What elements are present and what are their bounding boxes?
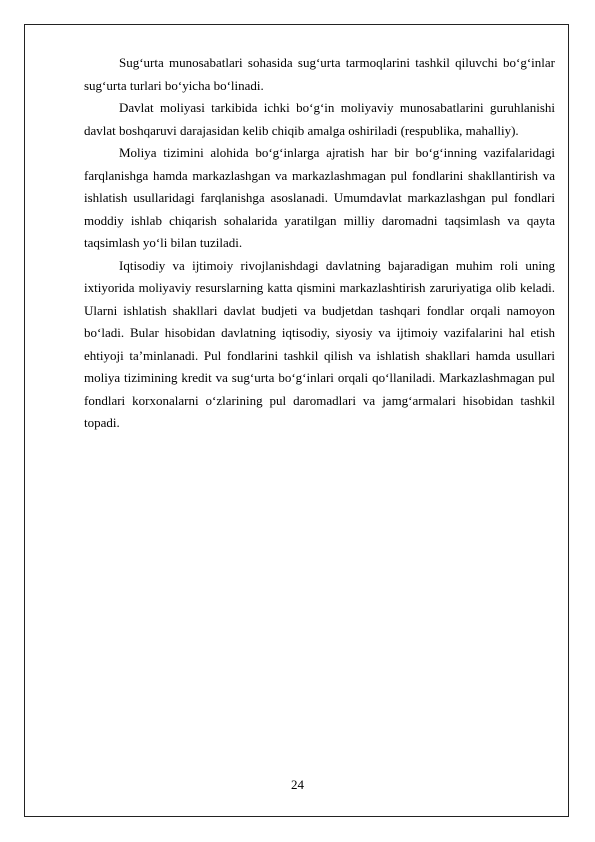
paragraph-state-role: Iqtisodiy va ijtimoiy rivojlanishdagi davlatning bajaradigan muhim roli uning ixtiyorida moliyaviy resurslarning katta qismini markazlashtirish zaruriyatiga olib keladi. Ularni ishlatish shakllari davlat budjeti va budjetdan tashqari fondlar orqali namoyon bo‘ladi. Bular hisobidan davlatning iqtisodiy, siyosiy va ijtimoiy vazifalarini hal etish ehtiyoji ta’minlanadi. Pul fondlarini tashkil qilish va ishlatish shakllari hamda usullari moliya tizimining kredit va sug‘urta bo‘g‘inlari orqali qo‘llaniladi. Markazlashmagan pul fondlari korxonalarni o‘zlarining pul daromadlari va jamg‘armalari hisobidan tashkil topadi. (84, 257, 555, 430)
document-body (84, 52, 555, 435)
paragraph-state-finance: Davlat moliyasi tarkibida ichki bo‘g‘in moliyaviy munosabatlarini guruhlanishi davlat boshqaruvi darajasidan kelib chiqib amalga oshiriladi (respublika, mahalliy). (84, 100, 555, 138)
paragraph-insurance: Sug‘urta munosabatlari sohasida sug‘urta tarmoqlarini tashkil qiluvchi bo‘g‘inlar sug‘urta turlari bo‘yicha bo‘linadi. (84, 55, 555, 93)
paragraph-finance-system: Moliya tizimini alohida bo‘g‘inlarga ajratish har bir bo‘g‘inning vazifalaridagi farqlanishga hamda markazlashgan va markazlashmagan pul fondlarini shakllantirish va ishlatish usullaridagi farqlanishga asoslanadi. Umumdavlat markazlashgan pul fondlari moddiy ishlab chiqarish sohalarida yaratilgan milliy daromadni taqsimlash va qayta taqsimlash yo‘li bilan tuziladi. (84, 145, 555, 250)
page-number: 24 (291, 777, 304, 792)
